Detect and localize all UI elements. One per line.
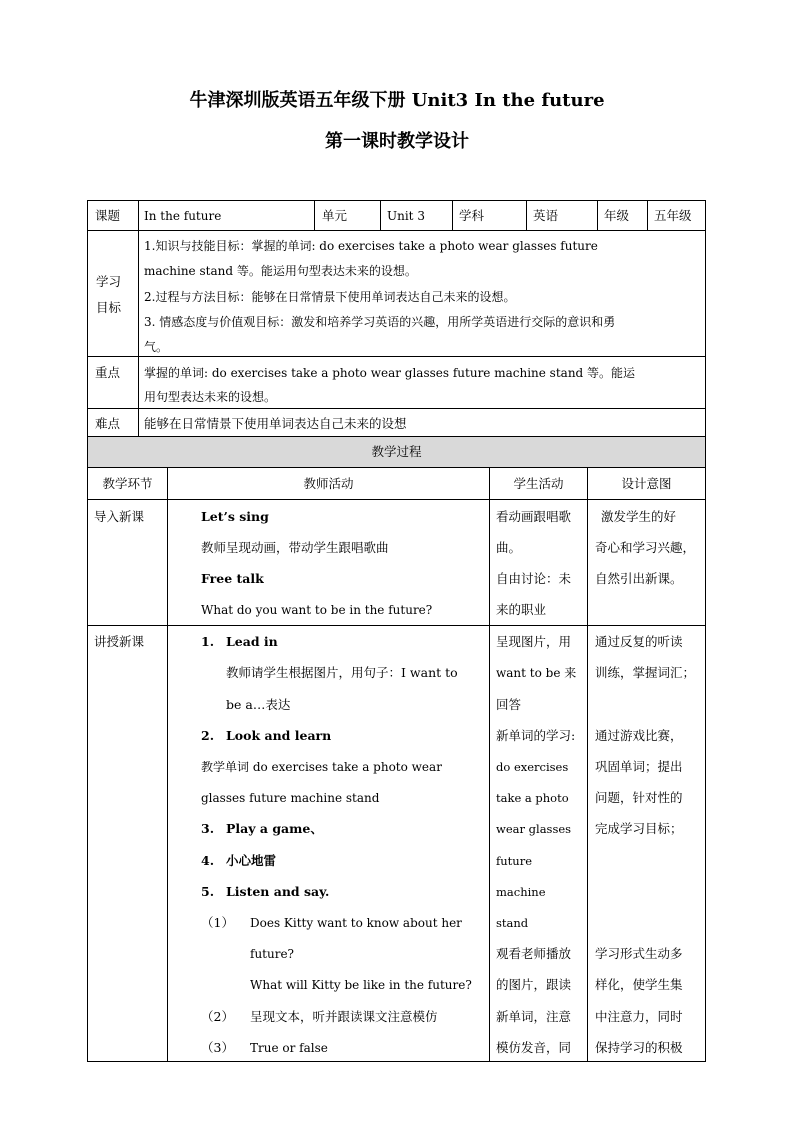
- col-divider: [380, 200, 381, 230]
- col-divider: [314, 200, 315, 230]
- design-intent-line: 中注意力，同时: [595, 1009, 683, 1024]
- col-divider: [647, 200, 648, 230]
- design-intent-line: 巩固单词；提出: [595, 759, 683, 774]
- objectives-label: 学习: [96, 274, 122, 289]
- design-intent-line: 奇心和学习兴趣，: [595, 540, 696, 555]
- teacher-activity-line: future?: [250, 947, 294, 961]
- row-divider: [87, 230, 706, 231]
- topic-value: In the future: [144, 209, 222, 223]
- objectives-label: 目标: [96, 300, 122, 315]
- unit-label: 单元: [322, 208, 348, 223]
- design-intent-line: 完成学习目标；: [595, 821, 683, 836]
- design-intent-line: 问题，针对性的: [595, 790, 683, 805]
- topic-label: 课题: [95, 208, 121, 223]
- step-number: 4.: [201, 853, 215, 868]
- column-header: 教师活动: [303, 476, 354, 491]
- step-heading: Listen and say.: [226, 884, 330, 899]
- teacher-activity-line: True or false: [250, 1041, 328, 1055]
- grade-value: 五年级: [654, 208, 692, 223]
- student-activity-line: 新单词，注意: [496, 1009, 572, 1024]
- student-activity-line: want to be 来: [496, 666, 577, 680]
- column-header: 设计意图: [621, 476, 672, 491]
- col-divider: [452, 200, 453, 230]
- objective-line: 气。: [144, 340, 169, 354]
- design-intent-line: 自然引出新课。: [595, 571, 683, 586]
- design-intent-line: 样化，使学生集: [595, 977, 683, 992]
- substep-number: （3）: [201, 1040, 234, 1055]
- key-points-label: 重点: [95, 365, 121, 380]
- teacher-activity-line: What will Kitty be like in the future?: [250, 978, 472, 992]
- substep-number: （1）: [201, 915, 234, 930]
- key-points-line: 掌握的单词: do exercises take a photo wear glasses future machine stand 等。能运: [144, 366, 636, 380]
- student-activity-line: 模仿发音，同: [496, 1040, 572, 1055]
- student-activity-line: 看动画跟唱歌: [496, 509, 572, 524]
- objective-line: 2.过程与方法目标：能够在日常情景下使用单词表达自己未来的设想。: [144, 290, 516, 304]
- design-intent-line: 通过游戏比赛，: [595, 728, 683, 743]
- column-header: 学生活动: [513, 476, 564, 491]
- col-divider: [138, 200, 139, 436]
- step-number: 2.: [201, 728, 215, 743]
- student-activity-line: 呈现图片，用: [496, 634, 572, 649]
- objective-line: 1.知识与技能目标：掌握的单词: do exercises take a photo wear glasses future: [144, 239, 598, 253]
- difficulties-label: 难点: [95, 416, 121, 431]
- design-intent-line: 通过反复的听读: [595, 634, 683, 649]
- step-heading: Lead in: [226, 634, 278, 649]
- col-divider: [597, 200, 598, 230]
- document-title: 牛津深圳版英语五年级下册 Unit3 In the future: [189, 90, 605, 111]
- design-intent-line: 激发学生的好: [601, 509, 677, 524]
- student-activity-line: 新单词的学习:: [496, 728, 576, 743]
- stage-name: 导入新课: [94, 509, 145, 524]
- step-heading: Play a game、: [226, 821, 323, 836]
- row-divider: [87, 467, 706, 468]
- row-divider: [87, 408, 706, 409]
- student-activity-line: future: [496, 854, 532, 868]
- teacher-activity-line: 教师请学生根据图片，用句子：I want to: [226, 665, 458, 680]
- substep-number: （2）: [201, 1009, 234, 1024]
- objective-line: 3. 情感态度与价值观目标：激发和培养学习英语的兴趣，用所学英语进行交际的意识和勇: [144, 315, 616, 329]
- grade-label: 年级: [604, 208, 630, 223]
- row-divider: [87, 499, 706, 500]
- design-intent-line: 训练，掌握词汇；: [595, 665, 696, 680]
- step-number: 5.: [201, 884, 215, 899]
- stage-name: 讲授新课: [94, 634, 145, 649]
- document-subtitle: 第一课时教学设计: [325, 131, 469, 152]
- teacher-activity-line: 呈现文本，听并跟读课文注意模仿: [250, 1009, 438, 1024]
- student-activity-line: 回答: [496, 697, 522, 712]
- teacher-activity-line: 教学单词 do exercises take a photo wear: [201, 760, 442, 774]
- col-divider: [167, 467, 168, 1062]
- student-activity-line: 的图片，跟读: [496, 977, 572, 992]
- teacher-activity-line: glasses future machine stand: [201, 791, 380, 805]
- objective-line: machine stand 等。能运用句型表达未来的设想。: [144, 264, 417, 278]
- student-activity-line: 来的职业: [496, 602, 547, 617]
- teacher-activity-line: What do you want to be in the future?: [201, 603, 433, 617]
- step-number: 3.: [201, 821, 215, 836]
- subject-label: 学科: [459, 208, 485, 223]
- student-activity-line: 观看老师播放: [496, 946, 572, 961]
- student-activity-line: 自由讨论：未: [496, 571, 572, 586]
- teacher-activity-line: 教师呈现动画，带动学生跟唱歌曲: [201, 540, 389, 555]
- design-intent-line: 学习形式生动多: [595, 946, 683, 961]
- subject-value: 英语: [533, 208, 559, 223]
- teacher-activity-heading: Let’s sing: [201, 509, 269, 524]
- row-divider: [87, 625, 706, 626]
- teacher-activity-line: Does Kitty want to know about her: [250, 916, 462, 930]
- row-divider: [87, 356, 706, 357]
- step-number: 1.: [201, 634, 215, 649]
- column-header: 教学环节: [102, 476, 153, 491]
- col-divider: [587, 467, 588, 1062]
- key-points-line: 用句型表达未来的设想。: [144, 390, 277, 404]
- step-heading: 小心地雷: [226, 853, 277, 868]
- student-activity-line: machine: [496, 885, 546, 899]
- student-activity-line: wear glasses: [496, 822, 572, 836]
- unit-value: Unit 3: [387, 209, 425, 223]
- step-heading: Look and learn: [226, 728, 332, 743]
- student-activity-line: take a photo: [496, 791, 569, 805]
- student-activity-line: do exercises: [496, 760, 569, 774]
- teacher-activity-line: be a…表达: [226, 697, 291, 712]
- student-activity-line: stand: [496, 916, 529, 930]
- student-activity-line: 曲。: [496, 540, 522, 555]
- col-divider: [489, 467, 490, 1062]
- col-divider: [526, 200, 527, 230]
- difficulties-text: 能够在日常情景下使用单词表达自己未来的设想: [144, 416, 407, 431]
- design-intent-line: 保持学习的积极: [595, 1040, 683, 1055]
- row-divider: [87, 436, 706, 437]
- teacher-activity-heading: Free talk: [201, 571, 264, 586]
- process-header: 教学过程: [371, 444, 422, 459]
